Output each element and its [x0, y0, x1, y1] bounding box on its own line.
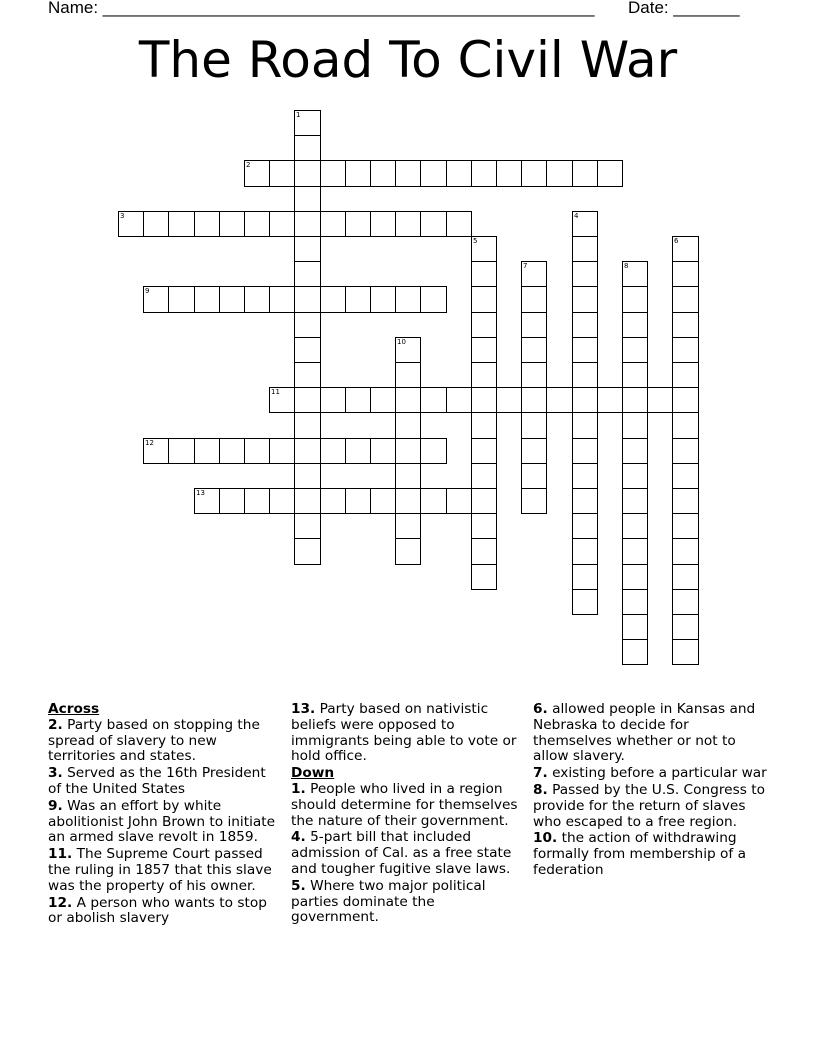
grid-cell[interactable]: [622, 639, 648, 665]
grid-cell[interactable]: [572, 412, 598, 439]
grid-cell[interactable]: [672, 538, 699, 565]
grid-cell[interactable]: [294, 513, 321, 539]
grid-cell[interactable]: [622, 312, 648, 338]
across-heading: Across: [48, 701, 100, 717]
grid-cell[interactable]: [622, 513, 648, 539]
grid-cell[interactable]: [320, 286, 346, 313]
clue-across-3: 3. Served as the 16th President of the United States: [48, 765, 266, 797]
grid-cell[interactable]: [572, 538, 598, 565]
clue-down-10: 10. the action of withdrawing formally from membership of a federation: [533, 830, 746, 878]
grid-cell[interactable]: [622, 463, 648, 489]
grid-cell[interactable]: [672, 614, 699, 640]
grid-cell[interactable]: [370, 387, 396, 413]
grid-cell[interactable]: [622, 286, 648, 313]
grid-cell[interactable]: [622, 387, 648, 413]
grid-cell[interactable]: [672, 488, 699, 514]
grid-cell[interactable]: [420, 286, 447, 313]
grid-cell[interactable]: [294, 387, 321, 413]
grid-cell[interactable]: [572, 160, 598, 187]
grid-cell[interactable]: [471, 463, 497, 489]
grid-cell[interactable]: [471, 412, 497, 439]
grid-cell[interactable]: [269, 211, 295, 237]
grid-cell[interactable]: [420, 211, 447, 237]
grid-number: 10: [397, 338, 406, 346]
grid-number: 11: [271, 388, 280, 396]
grid-cell[interactable]: [395, 286, 421, 313]
grid-cell[interactable]: [521, 412, 547, 439]
grid-cell[interactable]: [471, 261, 497, 287]
clue-across-9: 9. Was an effort by white abolitionist John Brown to initiate an armed slave revolt in 1859.: [48, 797, 276, 846]
grid-cell[interactable]: [572, 589, 598, 615]
grid-cell[interactable]: [572, 438, 598, 464]
clue-across-12: 12. A person who wants to stop or abolish slavery: [48, 894, 267, 927]
grid-cell[interactable]: [294, 236, 321, 262]
grid-number: 8: [624, 262, 629, 270]
name-field[interactable]: Name: ____________________________________________________: [48, 0, 595, 17]
grid-cell[interactable]: [345, 387, 371, 413]
grid-cell[interactable]: [244, 286, 270, 313]
grid-cell[interactable]: [521, 337, 547, 363]
grid-cell[interactable]: [572, 513, 598, 539]
grid-cell[interactable]: [370, 488, 396, 514]
grid-cell[interactable]: [168, 286, 195, 313]
grid-cell[interactable]: [471, 488, 497, 514]
grid-cell[interactable]: [622, 412, 648, 439]
grid-cell[interactable]: [546, 387, 573, 413]
down-heading: Down: [291, 765, 335, 782]
grid-number: 12: [145, 439, 154, 447]
grid-number: 1: [296, 111, 301, 119]
grid-cell[interactable]: [622, 614, 648, 640]
grid-cell[interactable]: [647, 387, 673, 413]
grid-cell[interactable]: [294, 312, 321, 338]
grid-cell[interactable]: [521, 362, 547, 388]
grid-cell[interactable]: [244, 211, 270, 237]
grid-cell[interactable]: [471, 160, 497, 187]
grid-cell[interactable]: [672, 412, 699, 439]
grid-cell[interactable]: [471, 387, 497, 413]
grid-number: 4: [574, 212, 579, 220]
grid-cell[interactable]: [269, 488, 295, 514]
grid-cell[interactable]: [269, 438, 295, 464]
grid-cell[interactable]: [597, 160, 623, 187]
grid-cell[interactable]: [395, 160, 421, 187]
grid-cell[interactable]: [471, 538, 497, 565]
grid-cell[interactable]: [572, 564, 598, 590]
grid-cell[interactable]: [622, 362, 648, 388]
grid-cell[interactable]: [345, 160, 371, 187]
grid-cell[interactable]: [672, 312, 699, 338]
grid-number: 3: [120, 212, 125, 220]
clues-column-2: [291, 702, 526, 927]
grid-cell[interactable]: [143, 211, 169, 237]
clue-down-8: 8. Passed by the U.S. Congress to provide for the return of slaves who escaped to a free region.: [533, 781, 765, 830]
grid-cell[interactable]: [521, 463, 547, 489]
grid-number: 9: [145, 287, 150, 295]
grid-cell[interactable]: [471, 513, 497, 539]
grid-cell[interactable]: [370, 160, 396, 187]
grid-cell[interactable]: [395, 538, 421, 565]
grid-cell[interactable]: [194, 211, 220, 237]
grid-cell[interactable]: [572, 488, 598, 514]
grid-cell[interactable]: [345, 286, 371, 313]
grid-cell[interactable]: [219, 438, 245, 464]
grid-cell[interactable]: [294, 412, 321, 439]
grid-cell[interactable]: [521, 286, 547, 313]
clues-column-3: [533, 702, 768, 880]
grid-cell[interactable]: [672, 286, 699, 313]
grid-cell[interactable]: [294, 362, 321, 388]
grid-cell[interactable]: [345, 438, 371, 464]
grid-cell[interactable]: [294, 463, 321, 489]
grid-cell[interactable]: [471, 438, 497, 464]
grid-cell[interactable]: [395, 488, 421, 514]
grid-cell[interactable]: [446, 488, 472, 514]
page-title: The Road To Civil War: [138, 31, 678, 89]
grid-cell[interactable]: [496, 160, 522, 187]
grid-cell[interactable]: [345, 211, 371, 237]
grid-cell[interactable]: [294, 488, 321, 514]
grid-cell[interactable]: [672, 438, 699, 464]
grid-cell[interactable]: [294, 186, 321, 212]
grid-cell[interactable]: [294, 135, 321, 161]
grid-cell[interactable]: [521, 387, 547, 413]
grid-cell[interactable]: [572, 261, 598, 287]
grid-cell[interactable]: [244, 438, 270, 464]
grid-cell[interactable]: [622, 488, 648, 514]
grid-cell[interactable]: [672, 589, 699, 615]
grid-cell[interactable]: [546, 160, 573, 187]
grid-cell[interactable]: [320, 387, 346, 413]
grid-cell[interactable]: [320, 160, 346, 187]
grid-cell[interactable]: [219, 211, 245, 237]
grid-cell[interactable]: [168, 211, 195, 237]
grid-cell[interactable]: [294, 211, 321, 237]
grid-cell[interactable]: [471, 564, 497, 590]
grid-cell[interactable]: [672, 513, 699, 539]
grid-cell[interactable]: [420, 387, 447, 413]
grid-cell[interactable]: [572, 387, 598, 413]
grid-cell[interactable]: [219, 488, 245, 514]
grid-cell[interactable]: [194, 438, 220, 464]
grid-cell[interactable]: [521, 312, 547, 338]
grid-cell[interactable]: [672, 387, 699, 413]
clue-across-13: 13. Party based on nativistic beliefs were opposed to immigrants being able to vote or hold office.: [291, 701, 517, 765]
grid-cell[interactable]: [446, 211, 472, 237]
grid-cell[interactable]: [572, 463, 598, 489]
grid-cell[interactable]: [269, 286, 295, 313]
grid-cell[interactable]: [370, 211, 396, 237]
grid-cell[interactable]: [395, 387, 421, 413]
grid-cell[interactable]: [622, 589, 648, 615]
grid-cell[interactable]: [672, 463, 699, 489]
grid-cell[interactable]: [471, 337, 497, 363]
grid-cell[interactable]: [294, 538, 321, 565]
grid-cell[interactable]: [395, 513, 421, 539]
grid-cell[interactable]: [395, 362, 421, 388]
grid-cell[interactable]: [194, 286, 220, 313]
grid-cell[interactable]: [622, 337, 648, 363]
clue-down-4: 4. 5-part bill that included admission of Cal. as a free state and tougher fugitive slave laws.: [291, 829, 512, 877]
clue-down-6: 6. allowed people in Kansas and Nebraska to decide for themselves whether or not to allow slavery.: [533, 701, 756, 765]
grid-cell[interactable]: [395, 438, 421, 464]
grid-cell[interactable]: [168, 438, 195, 464]
grid-cell[interactable]: [572, 286, 598, 313]
grid-cell[interactable]: [572, 236, 598, 262]
grid-cell[interactable]: [672, 564, 699, 590]
grid-cell[interactable]: [269, 160, 295, 187]
grid-cell[interactable]: [521, 438, 547, 464]
grid-number: 13: [196, 489, 205, 497]
grid-cell[interactable]: [294, 160, 321, 187]
grid-number: 5: [473, 237, 478, 245]
grid-cell[interactable]: [294, 286, 321, 313]
grid-cell[interactable]: [446, 387, 472, 413]
grid-cell[interactable]: [420, 488, 447, 514]
grid-cell[interactable]: [622, 538, 648, 565]
grid-number: 6: [674, 237, 679, 245]
grid-cell[interactable]: [294, 438, 321, 464]
grid-cell[interactable]: [597, 387, 623, 413]
grid-cell[interactable]: [294, 261, 321, 287]
grid-cell[interactable]: [521, 488, 547, 514]
grid-cell[interactable]: [471, 362, 497, 388]
clue-down-7: 7. existing before a particular war: [533, 765, 767, 782]
grid-cell[interactable]: [320, 438, 346, 464]
grid-cell[interactable]: [672, 261, 699, 287]
grid-cell[interactable]: [345, 488, 371, 514]
grid-cell[interactable]: [572, 337, 598, 363]
date-field[interactable]: Date: _______: [628, 0, 740, 17]
grid-cell[interactable]: [471, 286, 497, 313]
grid-cell[interactable]: [370, 438, 396, 464]
clue-across-11: 11. The Supreme Court passed the ruling in 1857 that this slave was the property of his owner.: [48, 846, 272, 894]
grid-cell[interactable]: [395, 463, 421, 489]
clues-column-1: [48, 702, 283, 928]
grid-cell[interactable]: [244, 488, 270, 514]
grid-cell[interactable]: [219, 286, 245, 313]
grid-cell[interactable]: [672, 362, 699, 388]
grid-cell[interactable]: [672, 639, 699, 665]
grid-cell[interactable]: [395, 211, 421, 237]
grid-number: 7: [523, 262, 528, 270]
grid-number: 2: [246, 161, 251, 169]
grid-cell[interactable]: [320, 211, 346, 237]
grid-cell[interactable]: [496, 387, 522, 413]
grid-cell[interactable]: [622, 438, 648, 464]
grid-cell[interactable]: [320, 488, 346, 514]
grid-cell[interactable]: [370, 286, 396, 313]
grid-cell[interactable]: [446, 160, 472, 187]
grid-cell[interactable]: [521, 160, 547, 187]
grid-cell[interactable]: [572, 362, 598, 388]
grid-cell[interactable]: [420, 438, 447, 464]
grid-cell[interactable]: [294, 337, 321, 363]
clue-down-1: 1. People who lived in a region should determine for themselves the nature of their government.: [291, 780, 518, 829]
grid-cell[interactable]: [572, 312, 598, 338]
grid-cell[interactable]: [672, 337, 699, 363]
grid-cell[interactable]: [420, 160, 447, 187]
grid-cell[interactable]: [622, 564, 648, 590]
clue-down-5: 5. Where two major political parties dominate the government.: [291, 877, 486, 926]
grid-cell[interactable]: [395, 412, 421, 439]
clue-across-2: 2. Party based on stopping the spread of slavery to new territories and states.: [48, 716, 260, 765]
grid-cell[interactable]: [471, 312, 497, 338]
